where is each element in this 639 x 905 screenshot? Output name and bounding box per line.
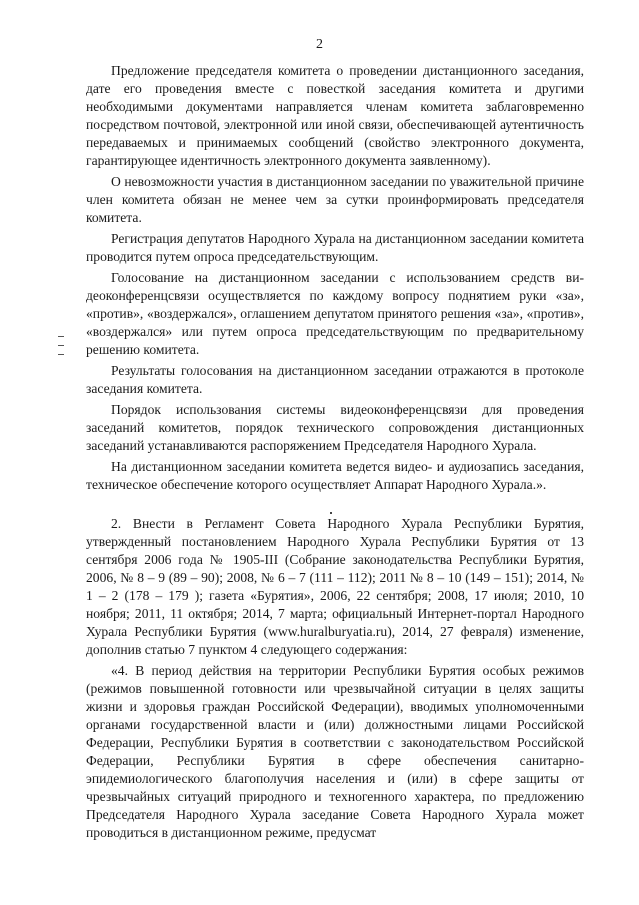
margin-mark — [58, 336, 64, 337]
document-body — [86, 62, 584, 842]
paragraph-point-4: «4. В период действия на территории Республики Бурятия особых режимов (режимов повышенной готовности или чрезвычайной ситуации в целях защиты жизни и здоровья граждан Российской Федерации), вводимых уполномоченными органами государственной власти и (или) должностными лицами Российской Федерации, Республики Бурятия в соответствии с законодательством Российской Федерации, Республики Бурятия в сфере обеспечения санитарно-эпидемиологического благополучия населения и (или) в сфере защиты от чрезвычайных ситуаций природного и техногенного характера, по предложению Председателя Народного Хурала заседание Совета Народного Хурала может проводиться в дистанционном режиме, предусмат — [86, 663, 584, 840]
paragraph-results: Результаты голосования на дистанционном заседании отражаются в протоколе заседания комитета. — [86, 363, 584, 396]
paragraph-registration: Регистрация депутатов Народного Хурала на дистанционном заседании комитета проводится путем опроса председательствующим. — [86, 231, 584, 264]
margin-mark — [58, 354, 64, 355]
paragraph-voting: Голосование на дистанционном заседании с использованием средств видеоконференцсвязи осуществляется по каждому вопросу поднятием руки «за», «против», «воздержался», оглашением депутатом принятого решения «за», «против», «воздержался» или путем опроса председательствующим по предварительному решению комитета. — [86, 270, 584, 357]
margin-mark — [58, 345, 64, 346]
margin-marks — [58, 336, 66, 363]
paragraph-committee-proposal: Предложение председателя комитета о проведении дистанционного заседания, дате его проведения вместе с повесткой заседания комитета и другими необходимыми документами направляется членам комитета заблаговременно посредством почтовой, электронной или иной связи, обеспечивающей аутентичность передаваемых и принимаемых сообщений (свойство электронного документа, гарантирующее идентичность электронного документа заявленному). — [86, 63, 584, 168]
paragraph-videoconference-procedure: Порядок использования системы видеоконференцсвязи для проведения заседаний комитетов, порядок технического сопровождения дистанционных заседаний устанавливаются распоряжением Председателя Народного Хурала. — [86, 402, 584, 453]
page-number: 2 — [316, 37, 323, 52]
paragraph-absence-notice: О невозможности участия в дистанционном заседании по уважительной причине член комитета обязан не менее чем за сутки проинформировать председателя комитета. — [86, 174, 584, 225]
paragraph-amendment: 2. Внести в Регламент Совета Народного Хурала Республики Бурятия, утвержденный постановлением Народного Хурала Республики Бурятия от 13 сентября 2006 года № 1905-III (Собрание законодательства Республики Бурятия, 2006, № 8 – 9 (89 – 90); 2008, № 6 – 7 (111 – 112); 2011 № 8 – 10 (149 – 151); 2014, № 1 – 2 (178 – 179 ); газета «Бурятия», 2006, 22 сентября; 2008, 17 июля; 2010, 10 ноября; 2011, 11 октября; 2014, 7 марта; официальный Интернет-портал Народного Хурала Республики Бурятия (www.huralburyatia.ru), 2014, 27 февраля) изменение, дополнив статью 7 пунктом 4 следующего содержания: — [86, 516, 584, 657]
paragraph-recording: На дистанционном заседании комитета ведется видео- и аудиозапись заседания, техническое обеспечение которого осуществляет Аппарат Народного Хурала.». — [86, 459, 584, 492]
